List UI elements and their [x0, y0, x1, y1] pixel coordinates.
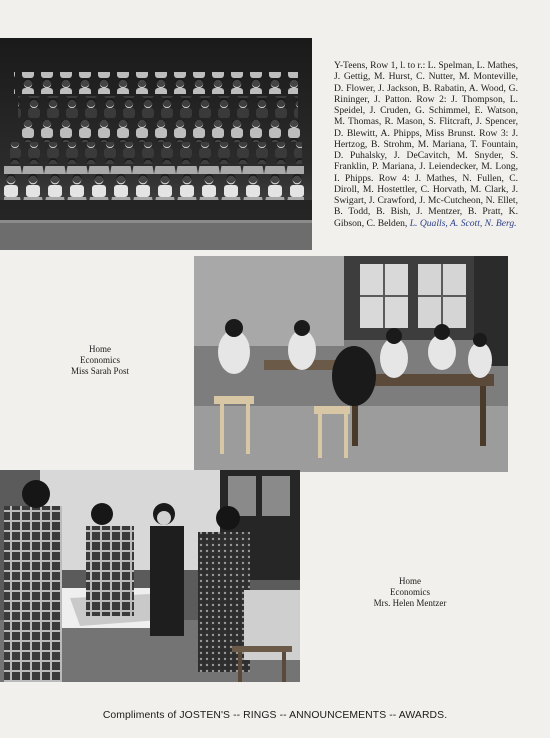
caption-line-economics: Economics — [80, 355, 120, 365]
caption-line-home: Home — [89, 344, 111, 354]
home-economics-classroom-photo — [194, 256, 508, 472]
caption-line-teacher: Mrs. Helen Mentzer — [373, 598, 447, 608]
home-economics-caption-mentzer — [340, 576, 480, 609]
yteens-caption-handwritten-names: L. Qualls, A. Scott, N. Berg. — [409, 217, 517, 229]
caption-line-economics: Economics — [390, 587, 430, 597]
caption-line-teacher: Miss Sarah Post — [70, 366, 129, 376]
home-economics-caption-post — [40, 344, 160, 377]
home-ec-sewing-illustration — [0, 470, 300, 682]
yteens-group-photo — [0, 38, 312, 250]
home-economics-sewing-photo — [0, 470, 300, 682]
yteens-caption — [334, 60, 518, 229]
footer-advertisement: Compliments of JOSTEN'S -- RINGS -- ANNOUNCEMENTS -- AWARDS. — [102, 710, 448, 721]
home-ec-classroom-illustration — [194, 256, 508, 472]
caption-line-home: Home — [399, 576, 421, 586]
yteens-caption-text: Y-Teens, Row 1, l. to r.: L. Spelman, L. Mathes, J. Gettig, M. Hurst, C. Nutter, M. Monteville, D. Flower, J. Jackson, B. Rabatin, A. Wood, G. Rininger, J. Patton. Row 2: J. Thompson, L. Speidel, J. Cruden, G. Schimmel, E. Watson, M. Thomas, R. Mason, S. Flitcraft, J. Spencer, D. Blewitt, A. Phipps, Miss Brunst. Row 3: J. Hertzog, B. Strohm, M. Mariana, T. Fountain, D. Puhalsky, J. DeCavitch, M. Snyder, S. Franklin, P. Mariana, J. Leiendecker, M. Long, I. Phipps. Row 4: J. Mathes, N. Fullen, C. Diroll, M. Hostettler, C. Horvath, M. Clark, J. Swigart, J. Crawford, J. Mc-Cutcheon, N. Ellet, B. Todd, B. Bish, J. Mentzer, B. Pratt, K. Gibson, C. Belden, — [334, 60, 518, 229]
yteens-photo-illustration — [0, 38, 312, 250]
